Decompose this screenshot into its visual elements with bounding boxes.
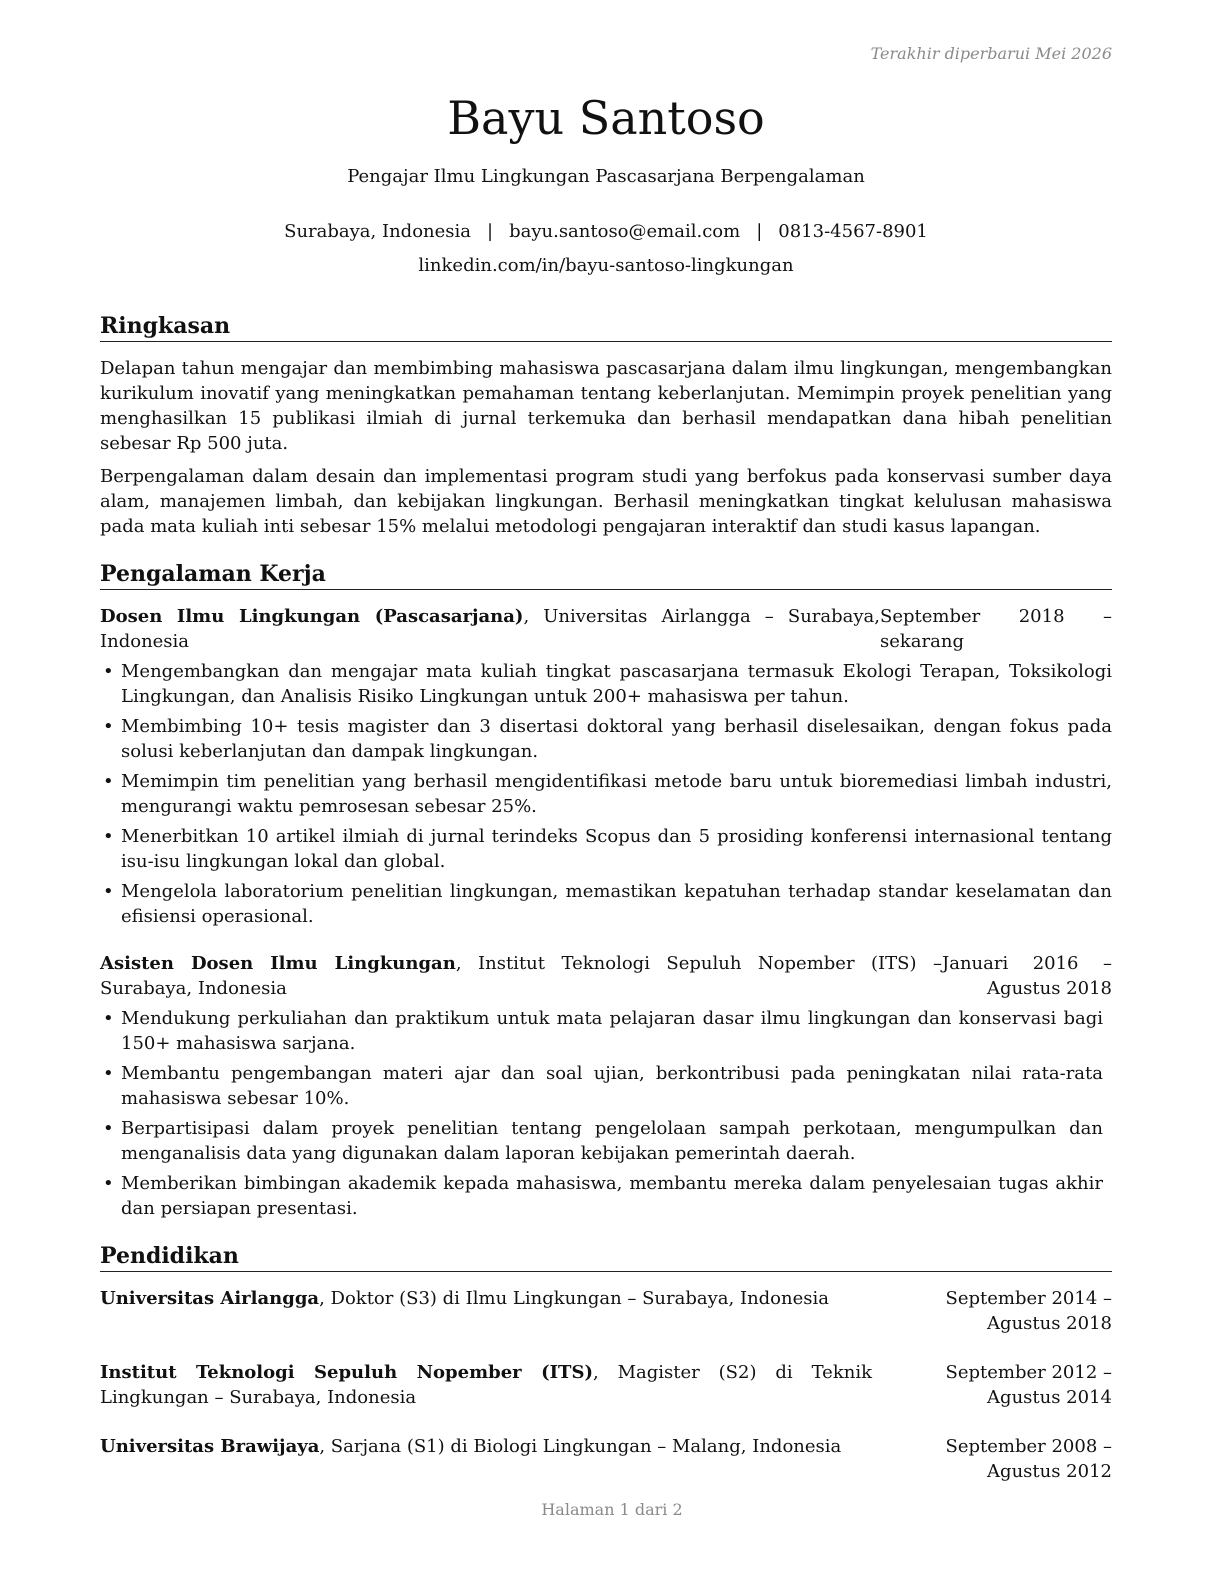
education-school: Universitas Brawijaya <box>100 1436 320 1457</box>
contact-email[interactable]: bayu.santoso@email.com <box>509 221 741 242</box>
job-role: Dosen Ilmu Lingkungan (Pascasarjana) <box>100 606 524 627</box>
list-item: • Mengembangkan dan mengajar mata kuliah tingkat pascasarjana termasuk Ekologi Terapan, Toksikologi Lingkungan, dan Analisis Risiko Lingkungan untuk 200+ mahasiswa per tahun. <box>100 659 1112 709</box>
education-detail: , Sarjana (S1) di Biologi Lingkungan – Malang, Indonesia <box>319 1436 842 1457</box>
education-dates: September 2014 – Agustus 2018 <box>945 1288 1112 1334</box>
education-school: Universitas Airlangga <box>100 1288 320 1309</box>
job-organization: , Universitas Airlangga – Surabaya, Indonesia <box>100 606 880 652</box>
list-item: • Mengelola laboratorium penelitian lingkungan, memastikan kepatuhan terhadap standar keselamatan dan efisiensi operasional. <box>100 879 1112 929</box>
job-dates: Januari 2016 – Agustus 2018 <box>942 953 1112 999</box>
education-school: Institut Teknologi Sepuluh Nopember (ITS) <box>100 1362 593 1383</box>
education-entry <box>100 1286 1112 1336</box>
job-header <box>100 951 1112 1001</box>
education-detail: , Magister (S2) di Teknik Lingkungan – Surabaya, Indonesia <box>100 1362 872 1408</box>
job-entry <box>100 604 1112 929</box>
contact-separator: | <box>487 221 494 242</box>
last-updated-note: Terakhir diperbarui Mei 2026 <box>870 44 1112 63</box>
page-number: Halaman 1 dari 2 <box>541 1500 683 1519</box>
list-item: • Memimpin tim penelitian yang berhasil mengidentifikasi metode baru untuk bioremediasi limbah industri, mengurangi waktu pemrosesan sebesar 25%. <box>100 769 1112 819</box>
education-entry <box>100 1360 1112 1410</box>
job-bullets <box>100 1006 1112 1221</box>
list-item: • Membantu pengembangan materi ajar dan soal ujian, berkontribusi pada peningkatan nilai rata-rata mahasiswa sebesar 10%. <box>100 1061 1103 1111</box>
list-item: • Berpartisipasi dalam proyek penelitian tentang pengelolaan sampah perkotaan, mengumpulkan dan menganalisis data yang digunakan dalam laporan kebijakan pemerintah daerah. <box>100 1116 1103 1166</box>
contact-info <box>100 215 1112 283</box>
contact-location: Surabaya, Indonesia <box>284 221 471 242</box>
list-item: • Membimbing 10+ tesis magister dan 3 disertasi doktoral yang berhasil diselesaikan, dengan fokus pada solusi keberlanjutan dan dampak lingkungan. <box>100 714 1112 764</box>
section-title-summary: Ringkasan <box>100 313 1112 342</box>
job-header <box>100 604 1112 654</box>
section-title-education: Pendidikan <box>100 1243 1112 1272</box>
education-dates: September 2008 – Agustus 2012 <box>945 1436 1112 1482</box>
section-title-experience: Pengalaman Kerja <box>100 561 1112 590</box>
resume-page <box>100 0 1112 1484</box>
candidate-headline: Pengajar Ilmu Lingkungan Pascasarjana Berpengalaman <box>347 166 865 187</box>
list-item: • Mendukung perkuliahan dan praktikum untuk mata pelajaran dasar ilmu lingkungan dan konservasi bagi 150+ mahasiswa sarjana. <box>100 1006 1103 1056</box>
job-role: Asisten Dosen Ilmu Lingkungan <box>100 953 456 974</box>
education-entry <box>100 1434 1112 1484</box>
list-item: • Memberikan bimbingan akademik kepada mahasiswa, membantu mereka dalam penyelesaian tugas akhir dan persiapan presentasi. <box>100 1171 1103 1221</box>
education-detail: , Doktor (S3) di Ilmu Lingkungan – Surabaya, Indonesia <box>319 1288 829 1309</box>
list-item: • Menerbitkan 10 artikel ilmiah di jurnal terindeks Scopus dan 5 prosiding konferensi internasional tentang isu-isu lingkungan lokal dan global. <box>100 824 1112 874</box>
contact-linkedin[interactable]: linkedin.com/in/bayu-santoso-lingkungan <box>418 255 794 276</box>
job-dates: September 2018 – sekarang <box>880 606 1112 652</box>
education-dates: September 2012 – Agustus 2014 <box>945 1362 1112 1408</box>
summary-paragraph: Berpengalaman dalam desain dan implementasi program studi yang berfokus pada konservasi sumber daya alam, manajemen limbah, dan kebijakan lingkungan. Berhasil meningkatkan tingkat kelulusan mahasiswa pada mata kuliah inti sebesar 15% melalui metodologi pengajaran interaktif dan studi kasus lapangan. <box>100 466 1112 537</box>
job-entry <box>100 951 1112 1221</box>
contact-separator: | <box>756 221 763 242</box>
job-bullets <box>100 659 1112 929</box>
candidate-name: Bayu Santoso <box>447 91 765 145</box>
summary-paragraph: Delapan tahun mengajar dan membimbing mahasiswa pascasarjana dalam ilmu lingkungan, mengembangkan kurikulum inovatif yang meningkatkan pemahaman tentang keberlanjutan. Memimpin proyek penelitian yang menghasilkan 15 publikasi ilmiah di jurnal terkemuka dan berhasil mendapatkan dana hibah penelitian sebesar Rp 500 juta. <box>100 358 1112 454</box>
contact-phone: 0813-4567-8901 <box>778 221 928 242</box>
job-organization: , Institut Teknologi Sepuluh Nopember (ITS) – Surabaya, Indonesia <box>100 953 942 999</box>
